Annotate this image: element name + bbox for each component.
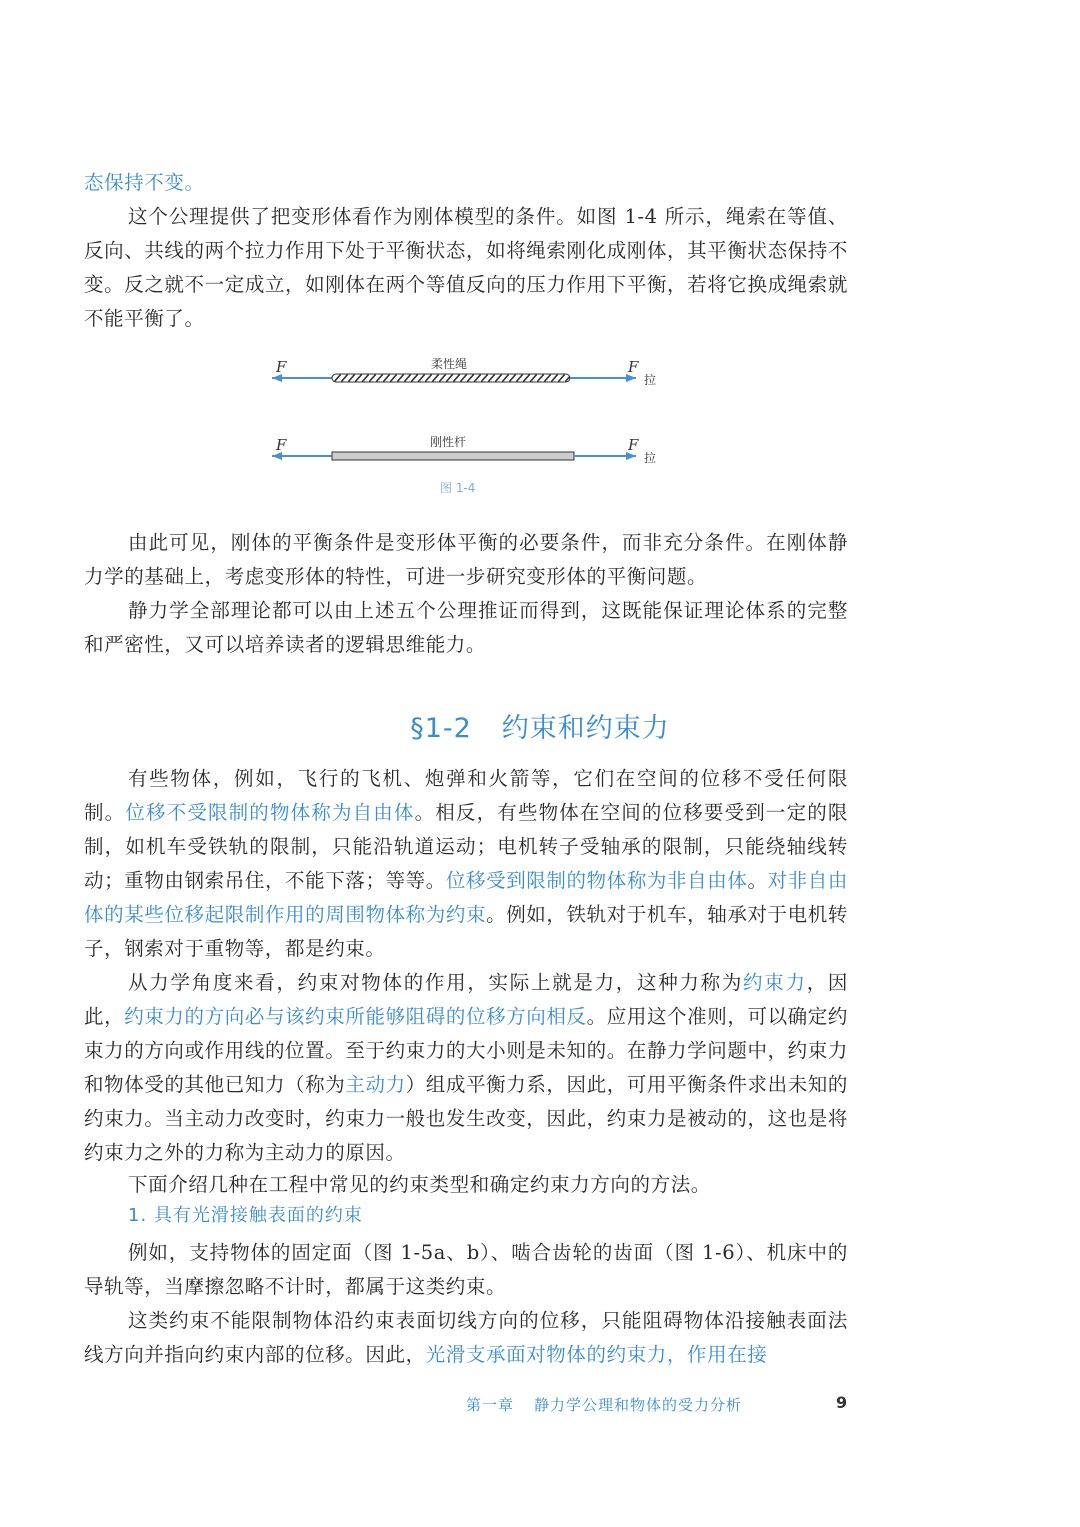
paragraph-smooth-surface: 这类约束不能限制物体沿约束表面切线方向的位移，只能阻碍物体沿接触表面法线方向并指向约束内部的位移。因此，光滑支承面对物体的约束力，作用在接	[84, 1309, 848, 1366]
rule-smooth-surface: 光滑支承面对物体的约束力，作用在接	[425, 1343, 768, 1366]
rule-constraint-direction: 约束力的方向必与该约束所能够阻碍的位移方向相反	[124, 1005, 587, 1028]
rope-label: 柔性绳	[431, 357, 468, 371]
rod-force-left-label: F	[276, 436, 287, 454]
section-title-text: 约束和约束力	[501, 713, 670, 744]
paragraph-necessary-condition: 由此可见，刚体的平衡条件是变形体平衡的必要条件，而非充分条件。在刚体静力学的基础上，考虑变形体的特性，可进一步研究变形体的平衡问题。	[84, 531, 848, 588]
rod-force-right-label: F	[628, 436, 639, 454]
rod-tension-label: 拉	[644, 451, 657, 465]
rigid-rod	[332, 452, 574, 460]
paragraph-free-body: 有些物体，例如，飞行的飞机、炮弹和火箭等，它们在空间的位移不受任何限制。位移不受限制的物体称为自由体。相反，有些物体在空间的位移要受到一定的限制，如机车受铁轨的限制，只能沿轨道运动；电机转子受轴承的限制，只能绕轴线转动；重物由钢索吊住，不能下落；等等。位移受到限制的物体称为非自由体。对非自由体的某些位移起限制作用的周围物体称为约束。例如，铁轨对于机车，轴承对于电机转子，钢索对于重物等，都是约束。	[84, 767, 848, 960]
rod-label: 刚性杆	[430, 435, 467, 449]
term-free-body: 位移不受限制的物体称为自由体	[125, 801, 415, 824]
running-footer	[466, 1394, 742, 1415]
paragraph-five-axioms: 静力学全部理论都可以由上述五个公理推证而得到，这既能保证理论体系的完整和严密性，又可以培养读者的逻辑思维能力。	[84, 599, 848, 656]
term-constraint-force: 约束力	[743, 971, 807, 994]
paragraph-axiom-condition: 这个公理提供了把变形体看作为刚体模型的条件。如图 1-4 所示，绳索在等值、反向、共线的两个拉力作用下处于平衡状态，如将绳索刚化成刚体，其平衡状态保持不变。反之就不一定成立，如刚体在两个等值反向的压力作用下平衡，若将它换成绳索就不能平衡了。	[84, 205, 848, 330]
figure-1-4	[264, 350, 674, 500]
page-number: 9	[836, 1393, 848, 1412]
term-non-free-body: 位移受到限制的物体称为非自由体	[445, 869, 748, 892]
subheading-smooth-contact: 1. 具有光滑接触表面的约束	[128, 1205, 363, 1226]
flexible-rope	[332, 374, 570, 382]
paragraph-examples: 例如，支持物体的固定面（图 1-5a、b）、啮合齿轮的齿面（图 1-6）、机床中的导轨等，当摩擦忽略不计时，都属于这类约束。	[84, 1241, 848, 1298]
paragraph-constraint-force: 从力学角度来看，约束对物体的作用，实际上就是力，这种力称为约束力，因此，约束力的方向必与该约束所能够阻碍的位移方向相反。应用这个准则，可以确定约束力的方向或作用线的位置。至于约束力的大小则是未知的。在静力学问题中，约束力和物体受的其他已知力（称为主动力）组成平衡力系，因此，可用平衡条件求出未知的约束力。当主动力改变时，约束力一般也发生改变，因此，约束力是被动的，这也是将约束力之外的力称为主动力的原因。	[84, 971, 849, 1164]
rope-force-right-label: F	[628, 358, 639, 376]
footer-title: 静力学公理和物体的受力分析	[534, 1396, 743, 1414]
section-number: §1-2	[410, 713, 472, 744]
term-active-force: 主动力	[345, 1073, 406, 1096]
term-constraint: 对非自由体的某些位移起限制作用的周围物体称为约束	[84, 869, 848, 926]
rope-rod-diagram	[264, 350, 674, 500]
rope-force-left-label: F	[276, 358, 287, 376]
footer-chapter: 第一章	[466, 1396, 515, 1414]
figure-caption: 图 1-4	[440, 481, 476, 495]
paragraph-continuation: 态保持不变。	[84, 171, 205, 194]
rope-tension-label: 拉	[644, 373, 657, 387]
section-heading	[0, 706, 1080, 745]
paragraph-intro-types: 下面介绍几种在工程中常见的约束类型和确定约束力方向的方法。	[128, 1173, 711, 1196]
